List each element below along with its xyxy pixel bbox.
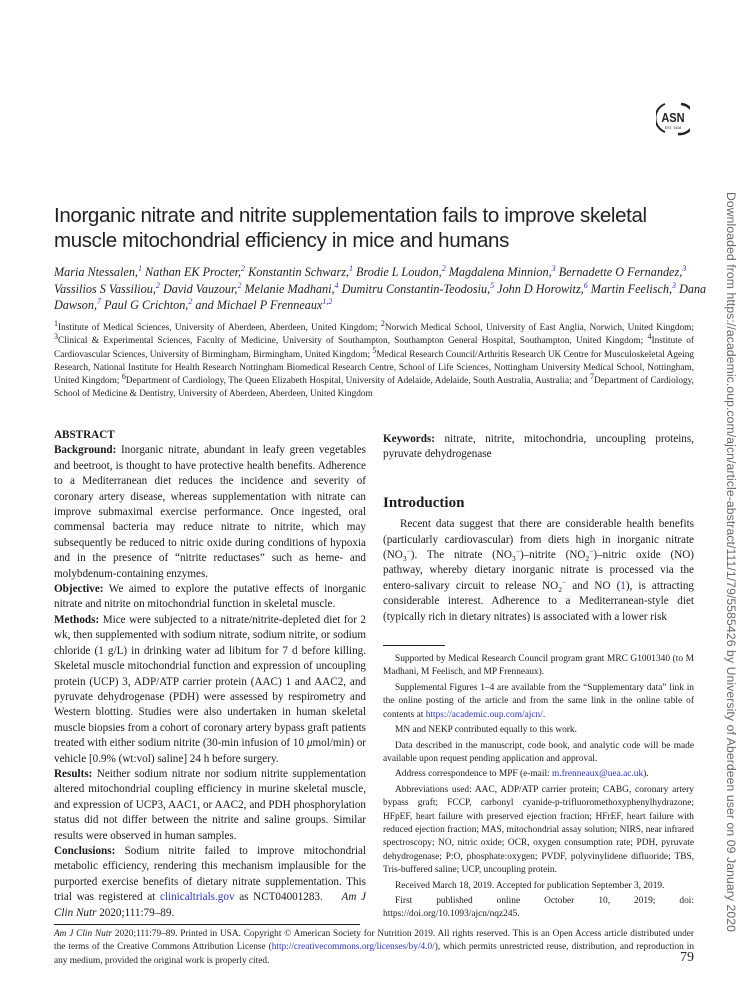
affiliation-text: Clinical & Experimental Sciences, Faculty of Medicine, University of Southampton, Southampton General Hospital, Southampton, United Kingdom; <box>58 336 648 347</box>
affiliation-text: Department of Cardiology, School of Medicine & Dentistry, University of Aberdeen, Aberdeen, United Kingdom <box>54 376 694 400</box>
right-column <box>383 428 694 924</box>
affiliation-marker[interactable]: 3 <box>672 280 677 290</box>
affiliation-marker[interactable]: 6 <box>583 280 588 290</box>
svg-text:ASN: ASN <box>661 110 685 126</box>
affiliation-marker[interactable]: 4 <box>334 280 339 290</box>
article-title: Inorganic nitrate and nitrite supplementation fails to improve skeletal muscle mitochondrial efficiency in mice and humans <box>54 204 647 252</box>
footnote-divider <box>383 645 445 646</box>
svg-text:EST. 1928: EST. 1928 <box>664 126 682 130</box>
abstract-methods: Methods: Mice were subjected to a nitrate/nitrite-depleted diet for 2 wk, then supplemented with sodium nitrate, sodium nitrite, or sodium chloride (1 g/L) in drinking water ad libitum for 7 d before killing. Skeletal muscle mitochondrial function and expression of uncoupling protein (UCP) 3, ADP/ATP carrier protein (AAC) 1 and AAC2, and pyruvate dehydrogenase (PDH) were assessed by respirometry and Western blotting. Studies were also undertaken in human skeletal muscle biopsies from a cohort of coronary artery bypass graft patients treated with either sodium nitrite (30-min infusion of 10 μmol/min) or vehicle [0.9% (wt:vol) saline] 24 h before surgery. <box>54 613 366 765</box>
affiliation-number: 6 <box>121 372 126 382</box>
footnote-published: First published online October 10, 2019; doi: https://doi.org/10.1093/ajcn/nqz245. <box>383 895 694 920</box>
affiliation-text: Norwich Medical School, University of East Anglia, Norwich, United Kingdom; <box>384 323 694 333</box>
abstract-background: Background: Inorganic nitrate, abundant in leafy green vegetables and beetroot, is thought to have protective health benefits. Adherence to a Mediterranean diet reduces the incidence and severity of coronary artery disease, whereas supplementation with nitrate can improve submaximal exercise performance. Once ingested, oral commensal bacteria may reduce nitrate to nitrite, which may subsequently be reduced to nitric oxide during conditions of hypoxia and in the presence of “nitrite reductases” such as heme- and molybdenum-containing enzymes. <box>54 444 366 580</box>
footnote-abbreviations: Abbreviations used: AAC, ADP/ATP carrier protein; CABG, coronary artery bypass graft; FCCP, carbonyl cyanide-p-trifluoromethoxyphenylhydrazone; HFpEF, heart failure with preserved ejection fraction; HFrEF, heart failure with reduced ejection fraction; MAS, mitochondrial assay solution; NIRS, near infrared spectroscopy; NO, nitric oxide; OCR, oxygen consumption rate; PDH, pyruvate dehydrogenase; P:O, phosphate:oxygen; PVDF, polyvinylidene difluoride; TBS, Tris-buffered saline; UCP, uncoupling protein. <box>383 784 694 876</box>
author-name: Nathan EK Procter, <box>145 265 242 279</box>
affiliation-number: 5 <box>372 345 377 355</box>
author-name: Paul G Crichton, <box>104 298 189 313</box>
affiliation-marker[interactable]: 2 <box>237 280 242 290</box>
author-name: Vassilios S Vassiliou, <box>54 281 156 296</box>
footer-divider <box>54 924 360 925</box>
email-link[interactable]: m.frenneaux@uea.ac.uk <box>552 769 644 780</box>
affiliation-marker[interactable]: 2 <box>155 280 160 290</box>
affiliation-marker[interactable]: 2 <box>188 297 193 307</box>
journal-toc-link[interactable]: https://academic.oup.com/ajcn/ <box>425 709 543 720</box>
affiliation-text: Institute of Cardiovascular Sciences, University of Birmingham, Birmingham, United Kingdom; <box>54 336 694 360</box>
keywords: Keywords: nitrate, nitrite, mitochondria, uncoupling proteins, pyruvate dehydrogenase <box>383 433 694 461</box>
citation-journal: Am J Clin Nutr <box>54 891 367 919</box>
abstract-results: Results: Neither sodium nitrate nor sodium nitrite supplementation altered mitochondrial coupling efficiency in murine skeletal muscle, and expression of UCP3, AAC1, or AAC2, and PDH phosphorylation status did not differ between the nitrite and saline groups. Similar results were observed in human samples. <box>54 767 366 842</box>
abstract-column <box>54 428 366 921</box>
author-list <box>54 264 714 314</box>
abstract-objective: Objective: We aimed to explore the putative effects of inorganic nitrate and nitrite on mitochondrial function in skeletal muscle. <box>54 583 366 611</box>
author-name: Dana Dawson, <box>54 281 707 313</box>
affiliation-marker[interactable]: 3 <box>682 263 687 273</box>
reference-link-1[interactable]: 1 <box>620 579 626 592</box>
introduction-heading: Introduction <box>383 494 465 511</box>
author-name: and Michael P Frenneaux <box>195 298 323 313</box>
affiliation-marker[interactable]: 1 <box>349 263 353 273</box>
affiliation-marker[interactable]: 5 <box>490 280 495 290</box>
affiliation-marker[interactable]: 2 <box>241 263 246 273</box>
affiliation-marker[interactable]: 2 <box>441 263 446 273</box>
footnote-support: Supported by Medical Research Council program grant MRC G1001340 (to M Madhani, M Feelisch, and MP Frenneaux). <box>383 654 694 678</box>
author-name: Melanie Madhani, <box>244 281 335 296</box>
affiliation-number: 1 <box>54 318 58 328</box>
page-footer: Am J Clin Nutr 2020;111:79–89. Printed in USA. Copyright © American Society for Nutrition 2019. All rights reserved. This is an Open Access article distributed under the terms of the Creative Commons Attribution License (http://creativecommons.org/licenses/by/4.0/), which permits unrestricted reuse, distribution, and reproduction in any medium, provided the original work is properly cited. <box>54 929 694 966</box>
abstract-conclusions: Conclusions: Sodium nitrite failed to improve mitochondrial metabolic efficiency, rendering this mechanism implausible for the purported exercise benefits of dietary nitrate supplementation. This trial was registered at clinicaltrials.gov as NCT04001283. Am J Clin Nutr 2020;111:79–89. <box>54 844 367 919</box>
author-name: Martin Feelisch, <box>590 281 673 296</box>
affiliation-number: 2 <box>380 318 385 328</box>
affiliation-number: 3 <box>54 332 58 342</box>
affiliation-marker[interactable]: 7 <box>97 297 102 307</box>
footnote-supplemental: Supplemental Figures 1–4 are available from the “Supplementary data” link in the online posting of the article and from the same link in the online table of contents at https://academic.oup.com/ajcn/. <box>383 682 694 720</box>
introduction-paragraph: Recent data suggest that there are considerable health benefits (particularly cardiovascular) from diets high in inorganic nitrate $(NO_3^-)$. The nitrate $(NO_3^-)$–nitrite $(NO_2^-)$–nitric oxide (NO) pathway, whereby dietary inorganic nitrate is processed via the entero-salivary circuit to release $NO_2^-$ and NO (1), is attracting considerable interest. Adherence to a Mediterranean-style diet (typically rich in dietary nitrates) is associated with a lower risk <box>383 518 694 623</box>
affiliation-marker[interactable]: 3 <box>551 263 556 273</box>
footnote-correspondence: Address correspondence to MPF (e-mail: m.frenneaux@uea.ac.uk). <box>395 769 649 780</box>
author-name: John D Horowitz, <box>497 281 584 296</box>
affiliation-marker[interactable]: 1,2 <box>322 297 333 307</box>
affiliation-number: 4 <box>647 332 652 342</box>
asn-logo-icon <box>656 98 690 138</box>
page-number: 79 <box>680 950 694 965</box>
affiliation-marker[interactable]: 1 <box>137 263 142 273</box>
license-link[interactable]: http://creativecommons.org/licenses/by/4.0/ <box>271 942 435 953</box>
affiliation-text: Medical Research Council/Arthritis Research UK Centre for Musculoskeletal Ageing Research, National Institute for Health Research Nottingham Biomedical Research Centre, School of Life Sciences, Nottingham University Medical School, Nottingham, United Kingdom; <box>54 349 694 387</box>
download-watermark: Downloaded from https://academic.oup.com/ajcn/article-abstract/111/1/79/5585426 by University of Aberdeen user on 09 January 2020 <box>724 192 738 933</box>
affiliation-text: Department of Cardiology, The Queen Elizabeth Hospital, University of Adelaide, Adelaide, South Australia, Australia; and <box>125 376 590 387</box>
abstract-heading: ABSTRACT <box>54 429 115 441</box>
author-name: Dumitru Constantin-Teodosiu, <box>341 281 491 296</box>
author-name: Bernadette O Fernandez, <box>558 265 683 279</box>
author-name: Magdalena Minnion, <box>448 265 552 279</box>
clinicaltrials-link[interactable]: clinicaltrials.gov <box>159 891 235 904</box>
affiliation-number: 7 <box>589 372 594 382</box>
author-name: Konstantin Schwarz, <box>248 265 349 279</box>
affiliation-text: Institute of Medical Sciences, University of Aberdeen, Aberdeen, United Kingdom; <box>58 323 381 333</box>
author-name: Brodie L Loudon, <box>356 265 442 279</box>
affiliations <box>54 318 694 402</box>
author-name: David Vauzour, <box>162 281 238 296</box>
footnote-equal-contribution: MN and NEKP contributed equally to this work. <box>395 725 577 736</box>
footnote-received: Received March 18, 2019. Accepted for publication September 3, 2019. <box>395 880 665 891</box>
author-name: Maria Ntessalen, <box>54 265 138 279</box>
footnote-data-availability: Data described in the manuscript, code book, and analytic code will be made available upon request pending application and approval. <box>383 740 694 764</box>
